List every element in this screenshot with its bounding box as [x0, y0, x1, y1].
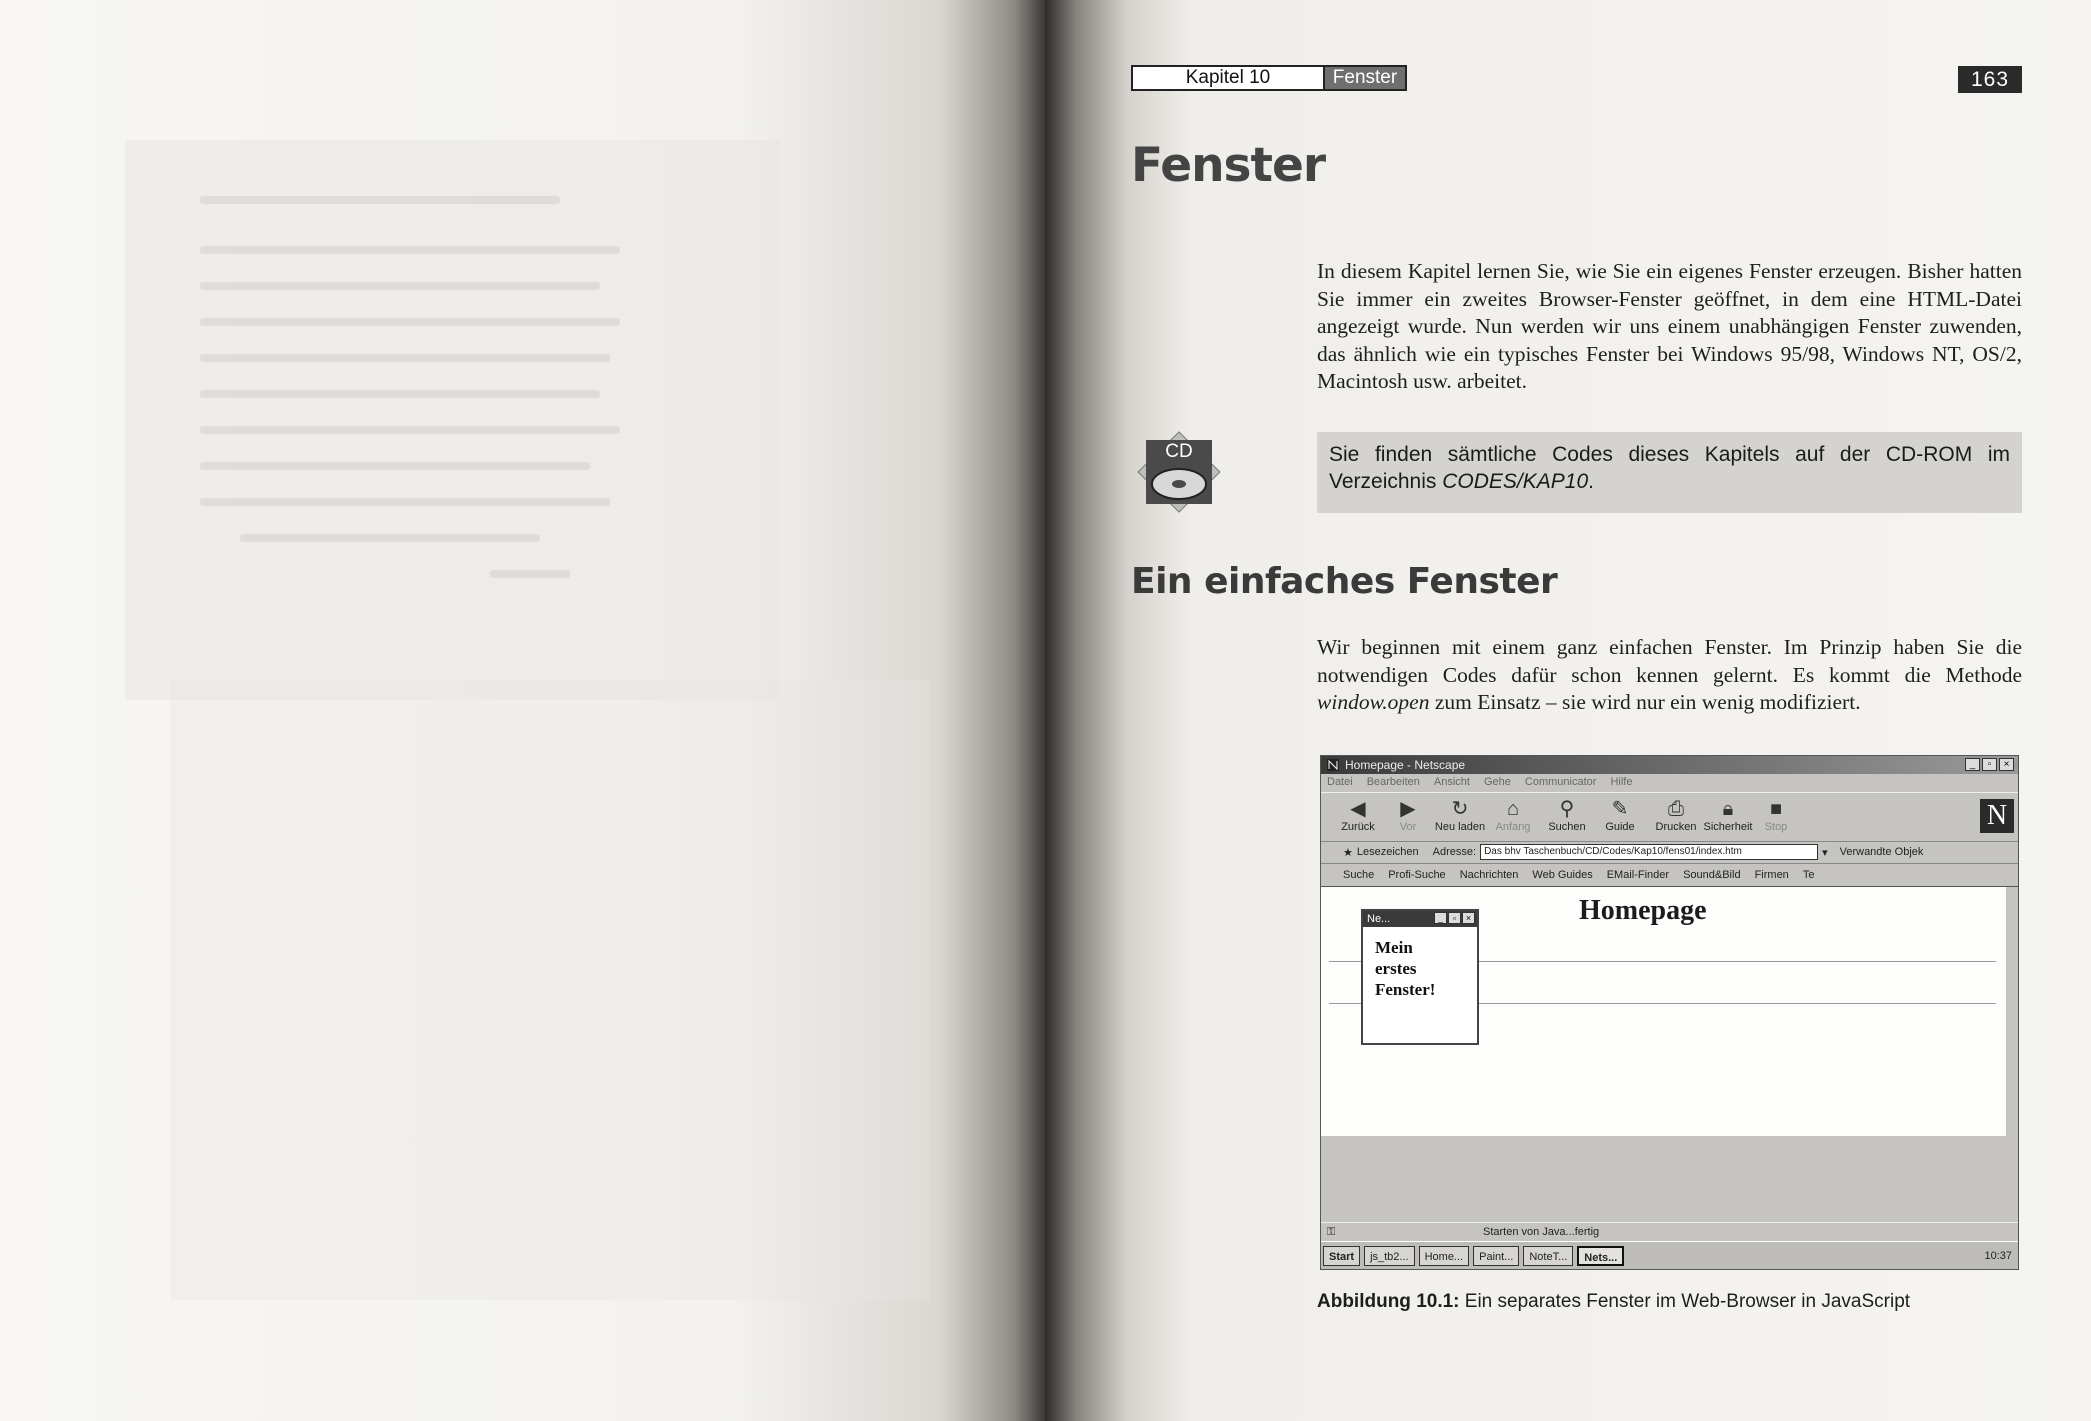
chapter-label: Kapitel 10 — [1131, 65, 1323, 91]
forward-arrow-icon: ▶ — [1400, 798, 1416, 820]
toolbar-guide-button[interactable]: ✎ Guide — [1591, 797, 1649, 833]
menu-communicator[interactable]: Communicator — [1524, 776, 1597, 788]
caption-label: Abbildung 10.1: — [1317, 1291, 1460, 1312]
toolbar-home-button[interactable]: ⌂ Anfang — [1484, 797, 1542, 833]
section-label: Fenster — [1323, 65, 1407, 91]
browser-content-area — [1321, 887, 2016, 1136]
section-paragraph: Wir beginnen mit einem ganz einfachen Fenster. Im Prinzip haben Sie die notwendigen Codes dafür schon kennen gelernt. Es kommt die Methode window.open zum Einsatz – sie wird nur ein wenig modifiziert. — [1317, 635, 2022, 714]
print-icon: ⎙ — [1668, 798, 1684, 820]
browser-menu-bar — [1327, 776, 1632, 790]
link-nachrichten[interactable]: Nachrichten — [1459, 869, 1519, 881]
task-netscape[interactable]: Nets... — [1577, 1246, 1624, 1266]
minimize-icon[interactable]: _ — [1965, 758, 1980, 771]
cd-note: Sie finden sämtliche Codes dieses Kapitels auf der CD-ROM im Verzeichnis CODES/KAP10. — [1317, 432, 2022, 513]
task-paint[interactable]: Paint... — [1473, 1246, 1519, 1266]
toolbar-reload-button[interactable]: ↻ Neu laden — [1431, 797, 1489, 833]
search-icon: ⚲ — [1559, 798, 1575, 820]
security-status-icon: ⚿ — [1327, 1225, 1336, 1238]
location-bar — [1321, 841, 2018, 864]
figure-caption — [1317, 1291, 1910, 1313]
section-heading: Ein einfaches Fenster — [1131, 561, 1558, 602]
intro-paragraph: In diesem Kapitel lernen Sie, wie Sie ein eigenes Fenster erzeugen. Bisher hatten Sie immer ein zweites Browser-Fenster geöffnet, in dem eine HTML-Datei angezeigt wurde. Nun werden wir uns einem unabhängigen Fenster zuwenden, das ähnlich wie ein typisches Fenster bei Windows 95/98, Windows NT, OS/2, Macintosh usw. arbeitet. — [1317, 259, 2022, 393]
running-header — [1131, 65, 1407, 91]
browser-toolbar — [1321, 792, 2018, 842]
toolbar-stop-button[interactable]: ■ Stop — [1747, 797, 1805, 833]
bookmark-icon: ★ — [1343, 846, 1353, 859]
back-arrow-icon: ◀ — [1350, 798, 1366, 820]
netscape-logo: N — [1980, 799, 2014, 833]
close-icon[interactable]: × — [1462, 912, 1475, 924]
popup-text: Mein erstes Fenster! — [1375, 938, 1436, 999]
svg-text:CD: CD — [1165, 441, 1193, 462]
related-objects-button[interactable]: Verwandte Objek — [1839, 846, 1924, 858]
status-text: Starten von Java...fertig — [1483, 1226, 1600, 1238]
menu-gehe[interactable]: Gehe — [1483, 776, 1511, 788]
reload-icon: ↻ — [1451, 798, 1469, 820]
address-label: Adresse: — [1432, 846, 1477, 858]
link-profi-suche[interactable]: Profi-Suche — [1388, 869, 1446, 881]
minimize-icon[interactable]: _ — [1434, 912, 1447, 924]
menu-bearbeiten[interactable]: Bearbeiten — [1366, 776, 1420, 788]
homepage-heading: Homepage — [1579, 895, 1707, 926]
toolbar-back-button[interactable]: ◀ Zurück — [1329, 797, 1387, 833]
address-input[interactable]: Das bhv Taschenbuch/CD/Codes/Kap10/fens01/index.htm — [1480, 844, 1818, 860]
menu-ansicht[interactable]: Ansicht — [1433, 776, 1470, 788]
browser-title-bar — [1321, 756, 2018, 774]
home-icon: ⌂ — [1506, 798, 1520, 820]
popup-title: Ne... — [1367, 913, 1391, 925]
dropdown-arrow-icon[interactable]: ▾ — [1822, 846, 1828, 859]
start-button[interactable]: Start — [1323, 1246, 1360, 1266]
windows-taskbar — [1321, 1241, 2018, 1270]
task-home[interactable]: Home... — [1419, 1246, 1470, 1266]
toolbar-print-button[interactable]: ⎙ Drucken — [1647, 797, 1705, 833]
link-web-guides[interactable]: Web Guides — [1532, 869, 1593, 881]
browser-window-title: Homepage - Netscape — [1345, 758, 1466, 772]
caption-text: Ein separates Fenster im Web-Browser in JavaScript — [1464, 1291, 1911, 1312]
menu-hilfe[interactable]: Hilfe — [1610, 776, 1633, 788]
popup-window[interactable] — [1361, 909, 1479, 1045]
link-suche[interactable]: Suche — [1343, 869, 1375, 881]
chapter-title: Fenster — [1131, 138, 1326, 193]
link-sound-bild[interactable]: Sound&Bild — [1683, 869, 1741, 881]
task-notetab[interactable]: NoteT... — [1523, 1246, 1573, 1266]
left-page — [0, 0, 1045, 1421]
netscape-icon — [1327, 759, 1339, 771]
toolbar-forward-button[interactable]: ▶ Vor — [1379, 797, 1437, 833]
guide-icon: ✎ — [1611, 798, 1629, 820]
link-email-finder[interactable]: EMail-Finder — [1606, 869, 1670, 881]
close-icon[interactable]: × — [1999, 758, 2014, 771]
cd-note-path: CODES/KAP10 — [1442, 470, 1589, 493]
stop-icon: ■ — [1769, 798, 1783, 820]
maximize-icon[interactable]: ▫ — [1448, 912, 1461, 924]
personal-toolbar — [1321, 864, 2018, 887]
bleed-through-shape — [170, 680, 930, 1300]
code-window-open: window.open — [1317, 690, 1430, 714]
maximize-icon[interactable]: ▫ — [1982, 758, 1997, 771]
browser-screenshot-figure — [1320, 755, 2019, 1270]
link-firmen[interactable]: Firmen — [1754, 869, 1789, 881]
popup-title-bar — [1363, 911, 1477, 927]
cd-note-text: Sie finden sämtliche Codes dieses Kapitels auf der CD-ROM im Verzeichnis — [1329, 443, 2010, 493]
bleed-through-box — [125, 140, 780, 700]
cd-icon — [1136, 430, 1222, 514]
taskbar-clock: 10:37 — [1984, 1250, 2012, 1262]
bookmarks-button[interactable]: Lesezeichen — [1356, 846, 1419, 858]
status-bar — [1321, 1222, 2018, 1241]
lock-icon: 🔒︎ — [1722, 798, 1734, 820]
menu-datei[interactable]: Datei — [1327, 776, 1353, 788]
task-js-tb2[interactable]: js_tb2... — [1364, 1246, 1415, 1266]
page-number: 163 — [1958, 66, 2022, 93]
link-te[interactable]: Te — [1802, 869, 1815, 881]
toolbar-security-button[interactable]: 🔒︎ Sicherheit — [1699, 797, 1757, 833]
toolbar-search-button[interactable]: ⚲ Suchen — [1538, 797, 1596, 833]
